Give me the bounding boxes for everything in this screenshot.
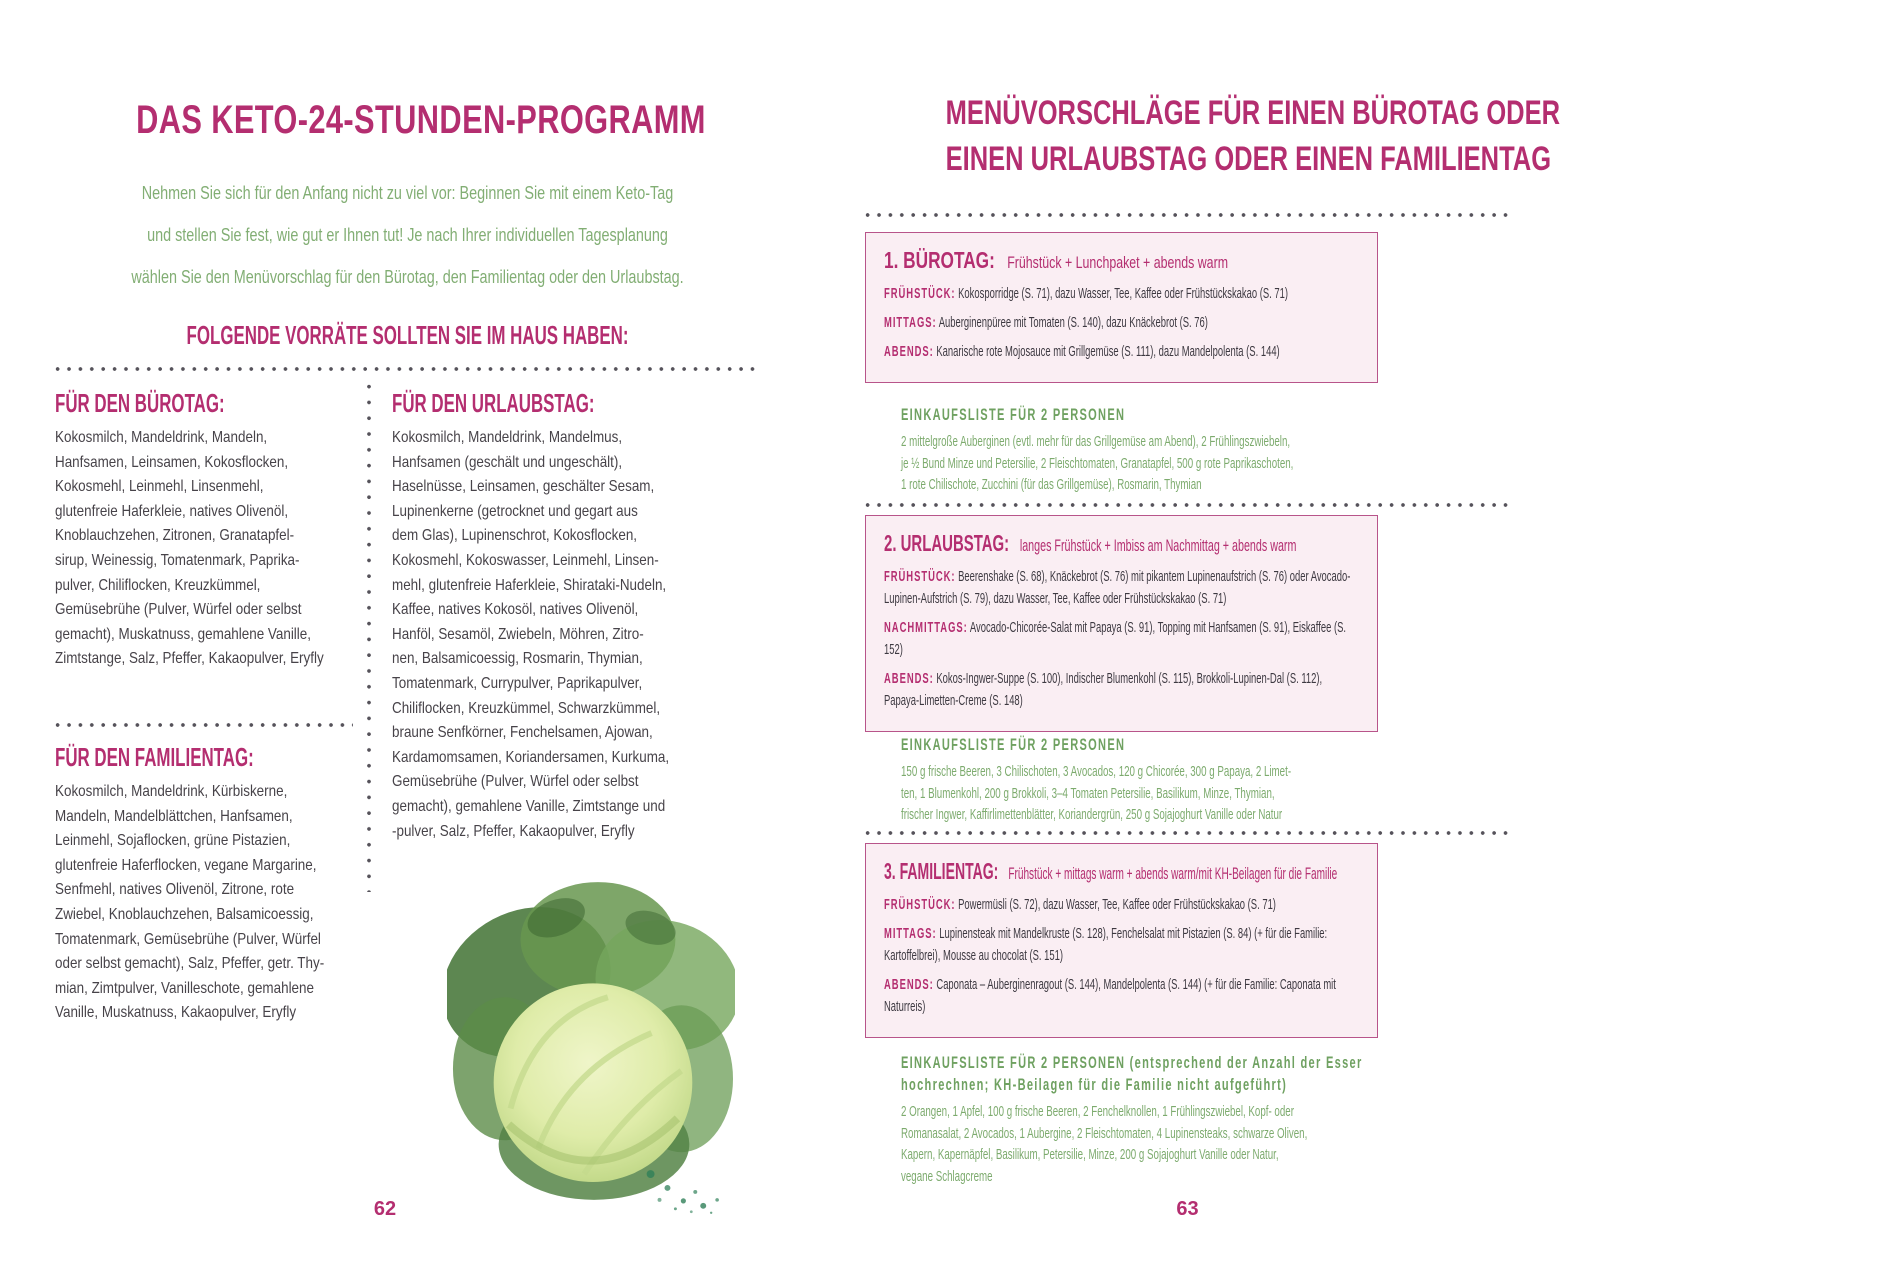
meal-line	[884, 668, 1359, 712]
menu-number-label: 1. BÜROTAG:	[884, 247, 995, 273]
menu-header	[884, 528, 1297, 562]
shopping-list-heading: EINKAUFSLISTE FÜR 2 PERSONEN	[901, 735, 1126, 754]
shopping-list-urlaubstag	[901, 734, 1546, 826]
shopping-list-items: 2 mittelgroße Auberginen (evtl. mehr für das Grillgemüse am Abend), 2 Frühlingszwiebeln, je ½ Bund Minze und Petersilie, 2 Fleischtomaten, Granatapfel, 500 g rote Paprikaschoten, 1 rote Chilischote, Zucchini (für das Grillgemüse), Rosmarin, Thymian	[901, 433, 1294, 493]
meal-text: Lupinensteak mit Mandelkruste (S. 128), Fenchelsalat mit Pistazien (S. 84) (+ für die Familie: Kartoffelbrei), Mousse au chocolat (S. 151)	[884, 926, 1328, 964]
meal-line	[884, 566, 1359, 610]
menu-box-urlaubstag	[865, 515, 1378, 732]
meal-text: Kokos-Ingwer-Suppe (S. 100), Indischer Blumenkohl (S. 115), Brokkoli-Lupinen-Dal (S. 112), Papaya-Limetten-Creme (S. 148)	[884, 671, 1323, 709]
menu-header	[884, 245, 1240, 279]
intro-text: Nehmen Sie sich für den Anfang nicht zu viel vor: Beginnen Sie mit einem Keto-Tag und stellen Sie fest, wie gut er Ihnen tut! Je nach Ihrer individuellen Tagesplanung wählen Sie den Menüvorschlag für den Bürotag, den Familientag oder den Urlaubstag.	[131, 183, 684, 287]
meal-label: FRÜHSTÜCK:	[884, 569, 956, 585]
meal-text: Beerenshake (S. 68), Knäckebrot (S. 76) mit pikantem Lupinenaufstrich (S. 76) oder Avocado-Lupinen-Aufstrich (S. 79), dazu Wasser, Tee, Kaffee oder Frühstückskakao (S. 71)	[884, 569, 1351, 607]
menu-number-label: 2. URLAUBSTAG:	[884, 530, 1010, 556]
menu-number-label: 3. FAMILIENTAG:	[884, 858, 999, 884]
meal-label: FRÜHSTÜCK:	[884, 897, 956, 913]
menu-subtitle: Frühstück + mittags warm + abends warm/mit KH-Beilagen für die Familie	[1008, 865, 1338, 883]
meal-list	[884, 894, 1359, 1018]
meal-text: Kokosporridge (S. 71), dazu Wasser, Tee, Kaffee oder Frühstückskakao (S. 71)	[958, 286, 1289, 302]
meal-label: ABENDS:	[884, 671, 934, 687]
urlaubstag-heading: FÜR DEN URLAUBSTAG:	[392, 388, 595, 418]
meal-line	[884, 283, 1359, 305]
cabbage-illustration	[447, 856, 735, 1218]
meal-list	[884, 566, 1359, 712]
urlaubstag-list: Kokosmilch, Mandeldrink, Mandelmus, Hanfsamen (geschält und ungeschält), Haselnüsse, Leinsamen, geschälter Sesam, Lupinenkerne (getrocknet und gegart aus dem Glas), Lupinenschrot, Kokosflocken, Kokosmehl, Kokoswasser, Leinmehl, Linsen- mehl, glutenfreie Haferkleie, Shirataki-Nudeln, Kaffee, natives Kokosöl, natives Olivenöl, Hanföl, Sesamöl, Zwiebeln, Möhren, Zitro- nen, Balsamicoessig, Rosmarin, Thymian, Tomatenmark, Currypulver, Paprikapulver, Chiliflocken, Kreuzkümmel, Schwarzkümmel, braune Senfkörner, Fenchelsamen, Ajowan, Kardamomsamen, Koriandersamen, Kurkuma, Gemüsebrühe (Pulver, Würfel oder selbst gemacht), gemahlene Vanille, Zimtstange und -pulver, Salz, Pfeffer, Kakaopulver, Eryfly	[392, 429, 670, 840]
right-page	[865, 0, 1561, 1269]
shopping-list-items: 150 g frische Beeren, 3 Chilischoten, 3 Avocados, 120 g Chicorée, 300 g Papaya, 2 Limet- ten, 1 Blumenkohl, 200 g Brokkoli, 3–4 Tomaten Petersilie, Basilikum, Minze, Thymian, frischer Ingwer, Kaffirlimettenblätter, Koriandergrün, 250 g Sojajoghurt Vanille oder Natur	[901, 763, 1292, 823]
page-number-left: 62	[373, 1198, 397, 1220]
pantry-column-right	[392, 388, 760, 844]
dotted-separator	[865, 502, 1510, 508]
buerotag-heading: FÜR DEN BÜROTAG:	[55, 388, 225, 418]
meal-line	[884, 974, 1359, 1018]
meal-text: Powermüsli (S. 72), dazu Wasser, Tee, Kaffee oder Frühstückskakao (S. 71)	[958, 897, 1276, 913]
meal-list	[884, 283, 1359, 363]
meal-line	[884, 894, 1359, 916]
meal-text: Avocado-Chicorée-Salat mit Papaya (S. 91), Topping mit Hanfsamen (S. 91), Eiskaffee (S. 152)	[884, 620, 1347, 658]
dotted-separator	[865, 212, 1510, 218]
familientag-list: Kokosmilch, Mandeldrink, Kürbiskerne, Mandeln, Mandelblättchen, Hanfsamen, Leinmehl, Sojaflocken, grüne Pistazien, glutenfreie Haferflocken, vegane Margarine, Senfmehl, natives Olivenöl, Zitrone, rote Zwiebel, Knoblauchzehen, Balsamicoessig, Tomatenmark, Gemüsebrühe (Pulver, Würfel oder selbst gemacht), Salz, Pfeffer, getr. Thy- mian, Zimtpulver, Vanilleschote, gemahlene Vanille, Muskatnuss, Kakaopulver, Eryfly	[55, 782, 325, 1022]
title-line-2: EINEN URLAUBSTAG ODER EINEN FAMILIENTAG	[945, 140, 1552, 178]
page-title-right	[865, 90, 1561, 182]
page-number-right: 63	[1176, 1198, 1199, 1220]
shopping-list-heading: EINKAUFSLISTE FÜR 2 PERSONEN	[901, 405, 1126, 424]
meal-label: NACHMITTAGS:	[884, 620, 968, 636]
menu-subtitle: langes Frühstück + Imbiss am Nachmittag + abends warm	[1019, 537, 1297, 555]
meal-label: MITTAGS:	[884, 926, 937, 942]
shopping-list-buerotag	[901, 404, 1546, 496]
menu-subtitle: Frühstück + Lunchpaket + abends warm	[1007, 254, 1229, 272]
meal-label: ABENDS:	[884, 977, 934, 993]
meal-label: ABENDS:	[884, 344, 934, 360]
page-title: DAS KETO-24-STUNDEN-PROGRAMM	[136, 98, 706, 142]
buerotag-list: Kokosmilch, Mandeldrink, Mandeln, Hanfsamen, Leinsamen, Kokosflocken, Kokosmehl, Leinmehl, Linsenmehl, glutenfreie Haferkleie, natives Olivenöl, Knoblauchzehen, Zitronen, Granatapfel- sirup, Weinessig, Tomatenmark, Paprika- pulver, Chiliflocken, Kreuzkümmel, Gemüsebrühe (Pulver, Würfel oder selbst gemacht), Muskatnuss, gemahlene Vanille, Zimtstange, Salz, Pfeffer, Kakaopulver, Eryfly	[55, 429, 324, 668]
pantry-header: FOLGENDE VORRÄTE SOLLTEN SIE IM HAUS HABEN:	[186, 320, 629, 350]
title-line-1: MENÜVORSCHLÄGE FÜR EINEN BÜROTAG ODER	[945, 94, 1561, 132]
meal-line	[884, 341, 1359, 363]
dotted-separator	[865, 830, 1510, 836]
menu-header	[884, 856, 1338, 890]
meal-label: FRÜHSTÜCK:	[884, 286, 956, 302]
meal-text: Auberginenpüree mit Tomaten (S. 140), dazu Knäckebrot (S. 76)	[938, 315, 1208, 331]
shopping-list-items: 2 Orangen, 1 Apfel, 100 g frische Beeren, 2 Fenchelknollen, 1 Frühlingszwiebel, Kopf- oder Romanasalat, 2 Avocados, 1 Aubergine, 2 Fleischtomaten, 4 Lupinensteaks, schwarze Oliven, Kapern, Kapernäpfel, Basilikum, Petersilie, Minze, 200 g Sojajoghurt Vanille oder Natur, vegane Schlagcreme	[901, 1103, 1308, 1185]
meal-text: Caponata – Auberginenragout (S. 144), Mandelpolenta (S. 144) (+ für die Familie: Caponata mit Naturreis)	[884, 977, 1336, 1015]
shopping-list-familientag	[901, 1052, 1546, 1187]
menu-box-familientag	[865, 843, 1378, 1038]
familientag-heading: FÜR DEN FAMILIENTAG:	[55, 741, 254, 772]
meal-line	[884, 617, 1359, 661]
dotted-separator	[55, 366, 760, 372]
pantry-column-left	[55, 388, 365, 1026]
meal-line	[884, 312, 1359, 334]
dotted-column-divider	[366, 384, 372, 892]
meal-text: Kanarische rote Mojosauce mit Grillgemüse (S. 111), dazu Mandelpolenta (S. 144)	[936, 344, 1280, 360]
shopping-list-heading: EINKAUFSLISTE FÜR 2 PERSONEN (entsprechend der Anzahl der Esser hochrechnen; KH-Beilagen für die Familie nicht aufgeführt)	[901, 1053, 1363, 1094]
menu-box-buerotag	[865, 232, 1378, 383]
left-page	[55, 0, 760, 1269]
meal-label: MITTAGS:	[884, 315, 937, 331]
meal-line	[884, 923, 1359, 967]
dotted-separator-small	[55, 722, 353, 728]
